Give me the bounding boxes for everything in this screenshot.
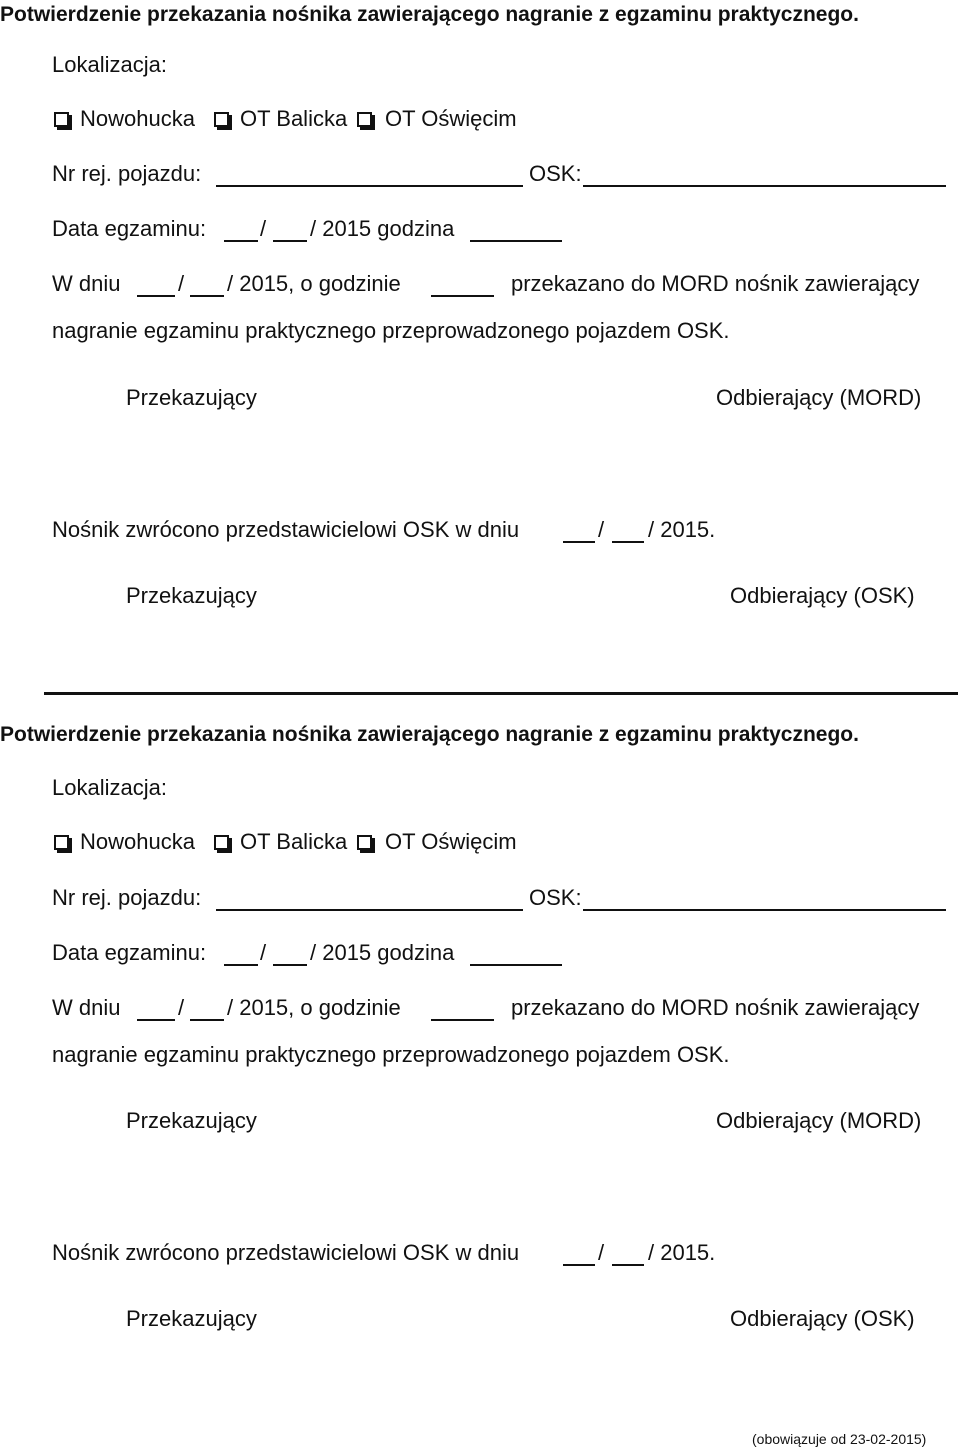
option-nowohucka-label: Nowohucka bbox=[80, 829, 195, 854]
return-text: Nośnik zwrócono przedstawicielowi OSK w dniu bbox=[52, 1240, 520, 1265]
signer-to-osk-label: Odbierający (OSK) bbox=[730, 1306, 915, 1331]
checkbox-ot-oswiecim[interactable] bbox=[357, 835, 372, 850]
option-ot-balicka-label: OT Balicka bbox=[240, 106, 348, 131]
reg-number-label: Nr rej. pojazdu: bbox=[52, 885, 202, 910]
signer-to-osk-label: Odbierający (OSK) bbox=[730, 583, 915, 608]
checkbox-nowohucka[interactable] bbox=[54, 112, 69, 127]
transfer-month-field[interactable] bbox=[190, 295, 224, 297]
checkbox-ot-oswiecim[interactable] bbox=[357, 112, 372, 127]
return-year-text: / 2015. bbox=[648, 517, 716, 542]
exam-hour-field[interactable] bbox=[470, 964, 562, 966]
return-year-text: / 2015. bbox=[648, 1240, 716, 1265]
checkbox-ot-balicka[interactable] bbox=[214, 835, 229, 850]
signer-from-label: Przekazujący bbox=[126, 1108, 257, 1133]
reg-number-field[interactable] bbox=[216, 185, 523, 187]
return-text: Nośnik zwrócono przedstawicielowi OSK w dniu bbox=[52, 517, 520, 542]
return-slash: / bbox=[598, 517, 605, 542]
transfer-suffix: przekazano do MORD nośnik zawierający bbox=[511, 271, 920, 296]
transfer-hour-field[interactable] bbox=[431, 295, 494, 297]
transfer-day-field[interactable] bbox=[137, 1019, 175, 1021]
signer-to-mord-label: Odbierający (MORD) bbox=[716, 1108, 922, 1133]
transfer-day-field[interactable] bbox=[137, 295, 175, 297]
signer-to-mord-label: Odbierający (MORD) bbox=[716, 385, 922, 410]
separator-line bbox=[44, 692, 958, 695]
exam-month-field[interactable] bbox=[273, 240, 307, 242]
exam-date-label: Data egzaminu: bbox=[52, 940, 207, 965]
transfer-slash: / bbox=[178, 995, 185, 1020]
form-title: Potwierdzenie przekazania nośnika zawierającego nagranie z egzaminu praktycznego. bbox=[0, 723, 859, 746]
transfer-hour-field[interactable] bbox=[431, 1019, 494, 1021]
exam-date-label: Data egzaminu: bbox=[52, 216, 207, 241]
transfer-line-2: nagranie egzaminu praktycznego przeprowadzonego pojazdem OSK. bbox=[52, 1042, 730, 1067]
signer-from-label-2: Przekazujący bbox=[126, 583, 257, 608]
option-ot-balicka-label: OT Balicka bbox=[240, 829, 348, 854]
option-nowohucka-label: Nowohucka bbox=[80, 106, 195, 131]
return-day-field[interactable] bbox=[563, 541, 595, 543]
reg-number-label: Nr rej. pojazdu: bbox=[52, 161, 202, 186]
osk-field[interactable] bbox=[583, 185, 946, 187]
date-slash: / bbox=[260, 940, 267, 965]
checkbox-ot-balicka[interactable] bbox=[214, 112, 229, 127]
validity-note: (obowiązuje od 23-02-2015) bbox=[752, 1431, 927, 1447]
transfer-suffix: przekazano do MORD nośnik zawierający bbox=[511, 995, 920, 1020]
osk-label: OSK: bbox=[529, 885, 582, 910]
option-ot-oswiecim-label: OT Oświęcim bbox=[385, 829, 517, 854]
exam-day-field[interactable] bbox=[224, 964, 258, 966]
transfer-line-2: nagranie egzaminu praktycznego przeprowadzonego pojazdem OSK. bbox=[52, 318, 730, 343]
transfer-prefix: W dniu bbox=[52, 271, 121, 296]
signer-from-label-2: Przekazujący bbox=[126, 1306, 257, 1331]
return-month-field[interactable] bbox=[612, 1264, 644, 1266]
transfer-prefix: W dniu bbox=[52, 995, 121, 1020]
signer-from-label: Przekazujący bbox=[126, 385, 257, 410]
transfer-mid: / 2015, o godzinie bbox=[227, 271, 401, 296]
return-month-field[interactable] bbox=[612, 541, 644, 543]
exam-year-text: / 2015 godzina bbox=[310, 216, 455, 241]
location-label: Lokalizacja: bbox=[52, 52, 167, 77]
return-slash: / bbox=[598, 1240, 605, 1265]
exam-day-field[interactable] bbox=[224, 240, 258, 242]
exam-year-text: / 2015 godzina bbox=[310, 940, 455, 965]
exam-month-field[interactable] bbox=[273, 964, 307, 966]
osk-label: OSK: bbox=[529, 161, 582, 186]
return-day-field[interactable] bbox=[563, 1264, 595, 1266]
form-title: Potwierdzenie przekazania nośnika zawierającego nagranie z egzaminu praktycznego. bbox=[0, 3, 859, 26]
reg-number-field[interactable] bbox=[216, 909, 523, 911]
location-label: Lokalizacja: bbox=[52, 775, 167, 800]
option-ot-oswiecim-label: OT Oświęcim bbox=[385, 106, 517, 131]
osk-field[interactable] bbox=[583, 909, 946, 911]
checkbox-nowohucka[interactable] bbox=[54, 835, 69, 850]
transfer-month-field[interactable] bbox=[190, 1019, 224, 1021]
exam-hour-field[interactable] bbox=[470, 240, 562, 242]
transfer-mid: / 2015, o godzinie bbox=[227, 995, 401, 1020]
date-slash: / bbox=[260, 216, 267, 241]
transfer-slash: / bbox=[178, 271, 185, 296]
